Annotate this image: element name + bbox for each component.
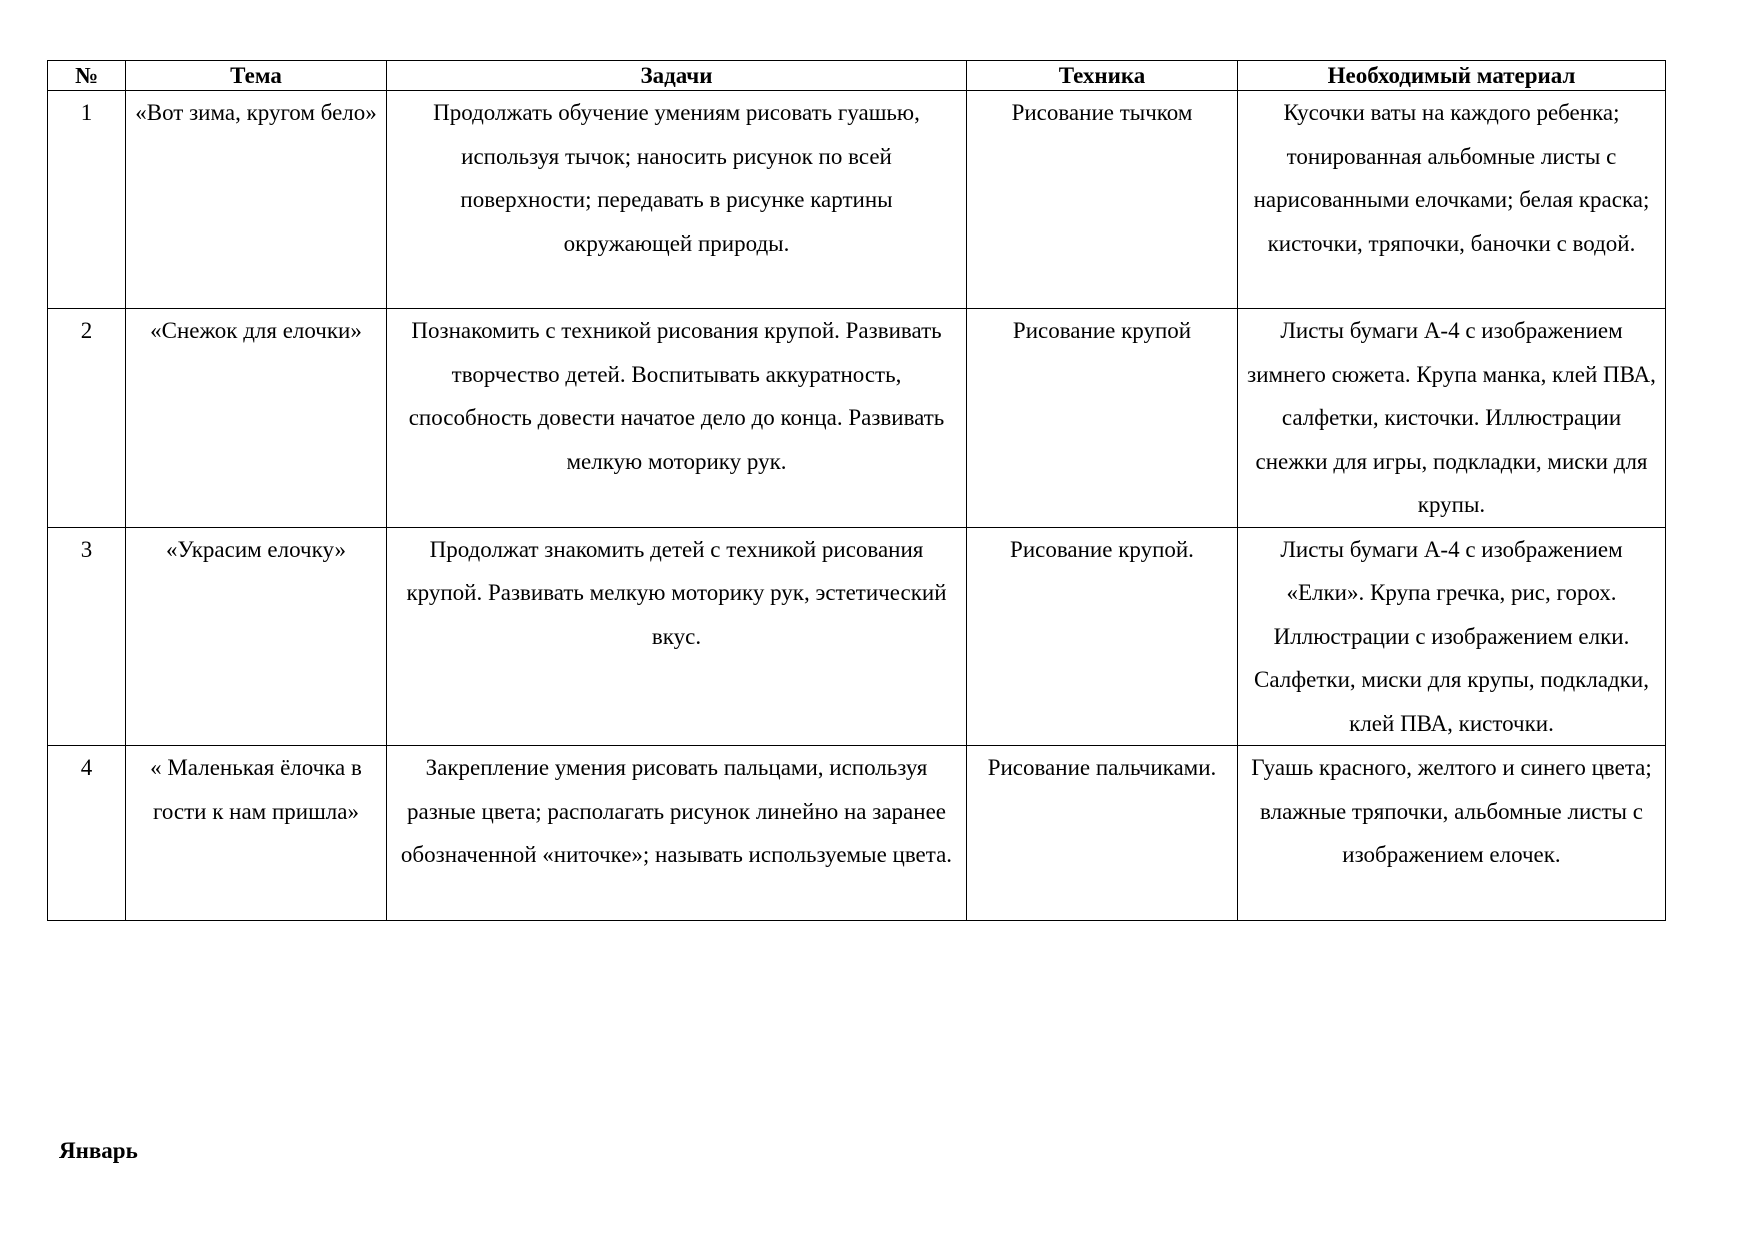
cell-number: 4 <box>48 746 126 921</box>
cell-tasks: Продолжать обучение умениям рисовать гуашью, используя тычок; наносить рисунок по всей поверхности; передавать в рисунке картины окружающей природы. <box>387 91 967 309</box>
table-row <box>48 746 1666 921</box>
cell-number: 2 <box>48 309 126 528</box>
cell-number: 1 <box>48 91 126 309</box>
cell-theme: «Украсим елочку» <box>126 527 387 746</box>
cell-materials: Листы бумаги А-4 с изображением зимнего сюжета. Крупа манка, клей ПВА, салфетки, кисточки. Иллюстрации снежки для игры, подкладки, миски для крупы. <box>1238 309 1666 528</box>
cell-number: 3 <box>48 527 126 746</box>
cell-technique: Рисование крупой <box>967 309 1238 528</box>
cell-materials: Кусочки ваты на каждого ребенка; тонированная альбомные листы с нарисованными елочками; белая краска; кисточки, тряпочки, баночки с водой. <box>1238 91 1666 309</box>
table-header-row <box>48 61 1666 91</box>
cell-materials: Листы бумаги А-4 с изображением «Елки». Крупа гречка, рис, горох. Иллюстрации с изображением елки. Салфетки, миски для крупы, подкладки, клей ПВА, кисточки. <box>1238 527 1666 746</box>
cell-tasks: Познакомить с техникой рисования крупой. Развивать творчество детей. Воспитывать аккуратность, способность довести начатое дело до конца. Развивать мелкую моторику рук. <box>387 309 967 528</box>
cell-technique: Рисование крупой. <box>967 527 1238 746</box>
cell-materials: Гуашь красного, желтого и синего цвета; влажные тряпочки, альбомные листы с изображением елочек. <box>1238 746 1666 921</box>
cell-theme: «Вот зима, кругом бело» <box>126 91 387 309</box>
header-tasks: Задачи <box>387 61 967 91</box>
lesson-plan-table <box>47 60 1666 921</box>
cell-tasks: Закрепление умения рисовать пальцами, используя разные цвета; располагать рисунок линейно на заранее обозначенной «ниточке»; называть используемые цвета. <box>387 746 967 921</box>
cell-technique: Рисование тычком <box>967 91 1238 309</box>
cell-tasks: Продолжат знакомить детей с техникой рисования крупой. Развивать мелкую моторику рук, эстетический вкус. <box>387 527 967 746</box>
cell-theme: «Снежок для елочки» <box>126 309 387 528</box>
month-heading: Январь <box>59 1138 138 1163</box>
table-row <box>48 527 1666 746</box>
table-row <box>48 91 1666 309</box>
table-row <box>48 309 1666 528</box>
cell-theme: « Маленькая ёлочка в гости к нам пришла» <box>126 746 387 921</box>
header-theme: Тема <box>126 61 387 91</box>
header-technique: Техника <box>967 61 1238 91</box>
header-number: № <box>48 61 126 91</box>
cell-technique: Рисование пальчиками. <box>967 746 1238 921</box>
header-materials: Необходимый материал <box>1238 61 1666 91</box>
